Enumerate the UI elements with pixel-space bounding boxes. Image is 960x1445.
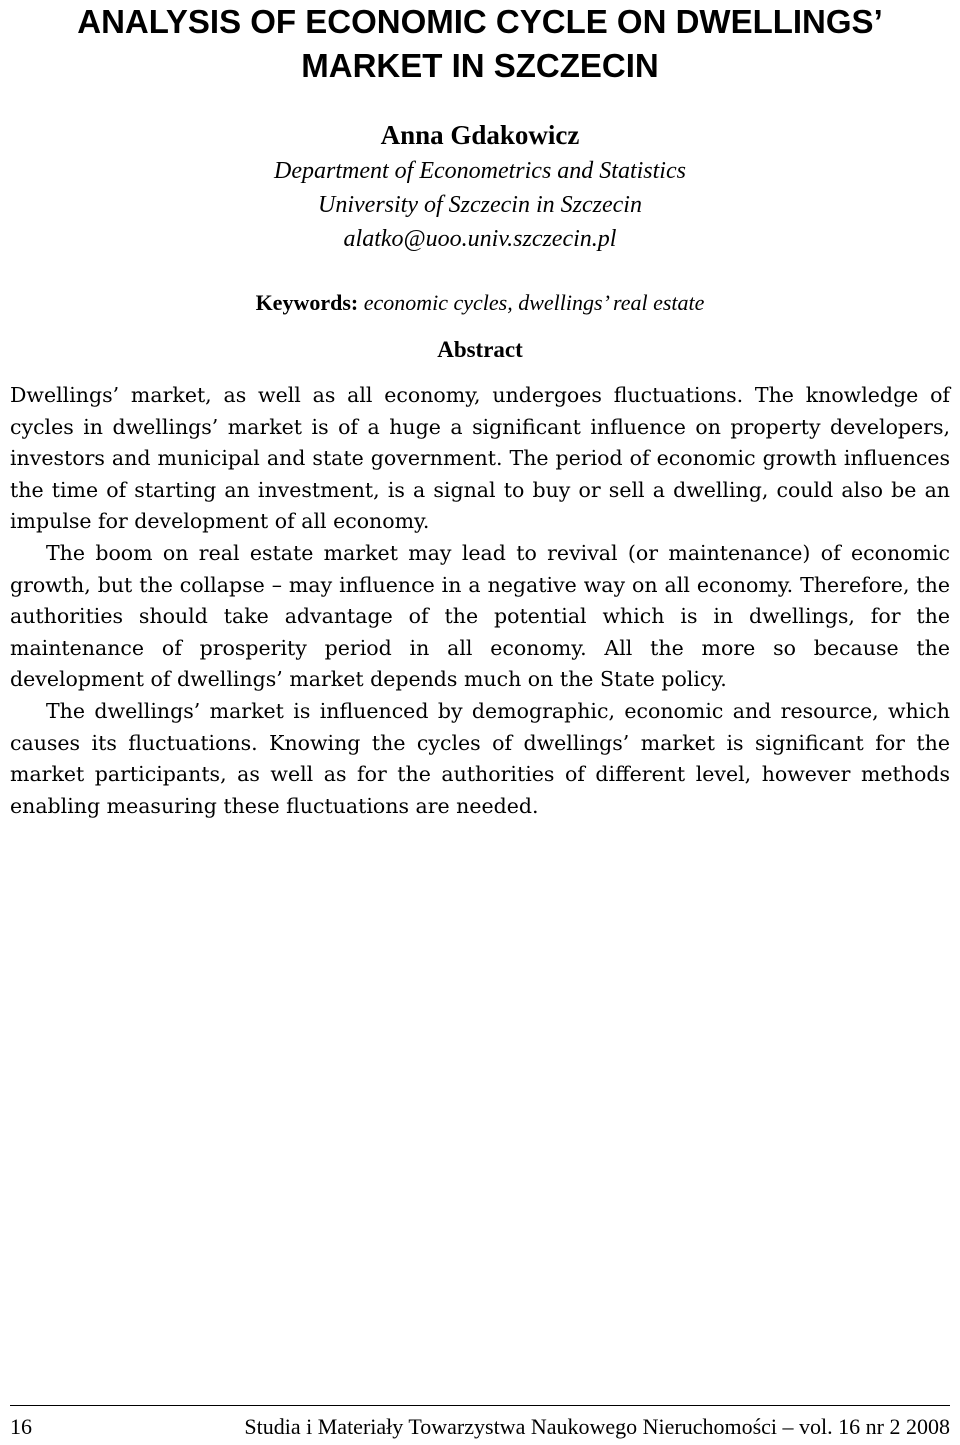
- abstract-body: [10, 380, 950, 822]
- title-line-1: ANALYSIS OF ECONOMIC CYCLE ON DWELLINGS’: [77, 3, 883, 40]
- affiliation-department: Department of Econometrics and Statistics: [274, 158, 686, 184]
- paper-title: [0, 0, 960, 88]
- page-number: 16: [10, 1414, 32, 1439]
- keywords-label: Keywords:: [255, 290, 359, 315]
- author-name: Anna Gdakowicz: [380, 120, 580, 150]
- abstract-heading: Abstract: [437, 337, 523, 362]
- footer-divider: [10, 1405, 950, 1406]
- journal-citation: Studia i Materiały Towarzystwa Naukowego Nieruchomości – vol. 16 nr 2 2008: [244, 1414, 950, 1439]
- abstract-paragraph: The boom on real estate market may lead to revival (or maintenance) of economic growth, but the collapse – may influence in a negative way on all economy. Therefore, the authorities should take advantage of the potential which is in dwellings, for the maintenance of prosperity period in all economy. All the more so because the development of dwellings’ market depends much on the State policy.: [10, 540, 950, 692]
- abstract-paragraph: The dwellings’ market is influenced by demographic, economic and resource, which causes its fluctuations. Knowing the cycles of dwellings’ market is significant for the market participants, as well as for the authorities of different level, however methods enabling measuring these fluctuations are needed.: [10, 698, 950, 818]
- keywords-line: [0, 287, 960, 319]
- abstract-paragraph: Dwellings’ market, as well as all economy, undergoes fluctuations. The knowledge of cycles in dwellings’ market is of a huge a significant influence on property developers, investors and municipal and state government. The period of economic growth influences the time of starting an investment, is a signal to buy or sell a dwelling, could also be an impulse for development of all economy.: [10, 383, 950, 534]
- title-line-2: MARKET IN SZCZECIN: [301, 47, 659, 84]
- author-affiliation: [0, 154, 960, 256]
- affiliation-university: University of Szczecin in Szczecin: [318, 192, 642, 218]
- keywords-value: economic cycles, dwellings’ real estate: [363, 290, 705, 315]
- author-email: alatko@uoo.univ.szczecin.pl: [343, 226, 617, 252]
- page-footer: [10, 1410, 950, 1444]
